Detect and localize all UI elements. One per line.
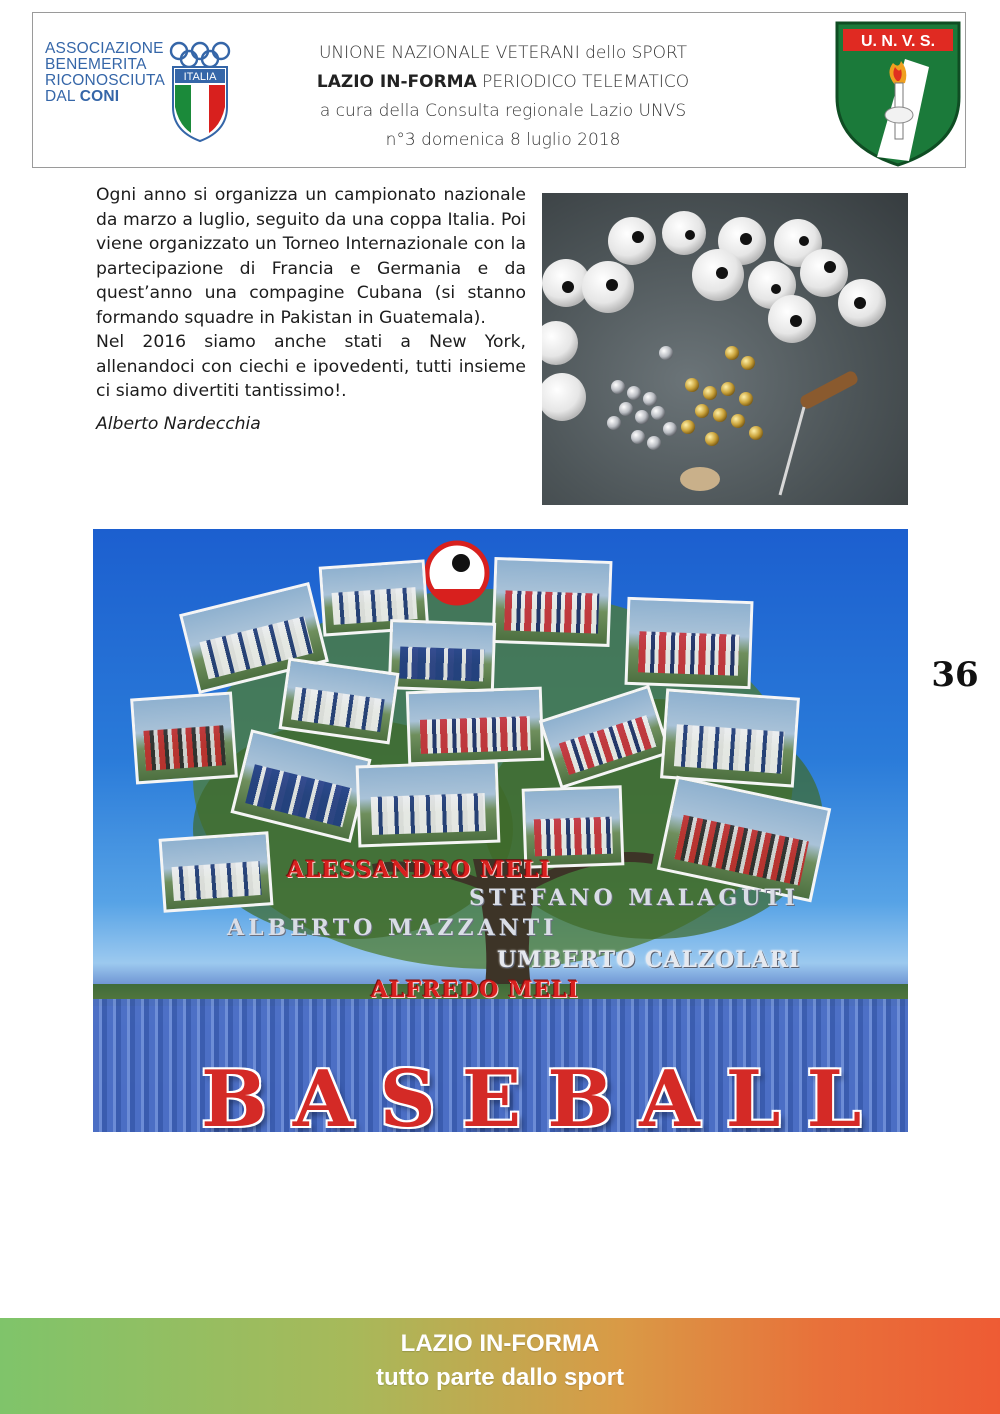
coni-line: RICONOSCIUTA: [45, 72, 166, 89]
player-name: ALESSANDRO MELI: [287, 857, 551, 883]
baseball-collage: [93, 529, 908, 1132]
player-name: UMBERTO CALZOLARI: [497, 947, 801, 973]
coni-text: [45, 41, 175, 105]
unvs-logo: [833, 19, 963, 167]
header-line-2-bold: LAZIO IN-FORMA: [316, 72, 477, 92]
header-line-1: UNIONE NAZIONALE VETERANI dello SPORT: [318, 43, 688, 63]
team-photo: [406, 687, 544, 766]
unvs-logo-text: U. N. V. S.: [860, 33, 936, 50]
team-photo: [279, 658, 400, 745]
italia-label: ITALIA: [183, 71, 217, 83]
plug-disc: [680, 467, 720, 491]
screwdriver-tool: [780, 369, 860, 495]
team-photo: [130, 692, 238, 785]
coni-line: ASSOCIAZIONE: [45, 40, 164, 57]
baseball-title: BASEBALL: [201, 1054, 888, 1132]
team-photo: [492, 557, 613, 647]
article-paragraph: Nel 2016 siamo anche stati a New York, allenandoci con ciechi e ipovedenti, tutti insieme ci siamo divertiti tantissimo!.: [96, 332, 526, 401]
player-name: ALFREDO MELI: [371, 977, 579, 1003]
header-line-2-rest: PERIODICO TELEMATICO: [476, 72, 690, 92]
player-name: STEFANO MALAGUTI: [469, 885, 799, 911]
page-header: [32, 12, 966, 168]
coni-line: BENEMERITA: [45, 56, 147, 73]
article-paragraph: Ogni anno si organizza un campionato nazionale da marzo a luglio, seguito da una coppa Italia. Poi viene organizzato un Torneo Internazionale con la partecipazione di Francia e Germania e da quest’anno una compagine Cubana (si stanno formando squadre in Pakistan in Guatemala).: [96, 185, 526, 328]
team-photo: [159, 831, 274, 912]
team-photo: [356, 761, 501, 848]
team-photo: [625, 597, 754, 689]
page-footer: [0, 1318, 1000, 1414]
coni-line: DAL: [45, 88, 76, 105]
italia-shield-icon: [171, 63, 229, 143]
coni-line-bold: CONI: [79, 88, 120, 105]
footer-title: LAZIO IN-FORMA: [400, 1330, 600, 1357]
article-author: Alberto Nardecchia: [96, 413, 261, 434]
beep-baseball-balls-photo: [542, 193, 908, 505]
footer-tagline: tutto parte dallo sport: [376, 1364, 624, 1391]
team-photo: [660, 688, 800, 787]
team-photo: [388, 619, 496, 693]
header-line-4: n°3 domenica 8 luglio 2018: [385, 130, 621, 150]
gold-bells: [681, 346, 763, 446]
header-text: [263, 39, 743, 155]
page-number: 36: [931, 655, 979, 695]
coni-logo: [45, 41, 265, 151]
player-name: ALBERTO MAZZANTI: [227, 915, 558, 941]
article-body: [96, 183, 526, 436]
header-line-2: [263, 68, 743, 97]
balls-and-bells-image: [542, 193, 908, 505]
silver-bells: [607, 346, 677, 450]
header-line-3: a cura della Consulta regionale Lazio UNVS: [319, 101, 687, 121]
